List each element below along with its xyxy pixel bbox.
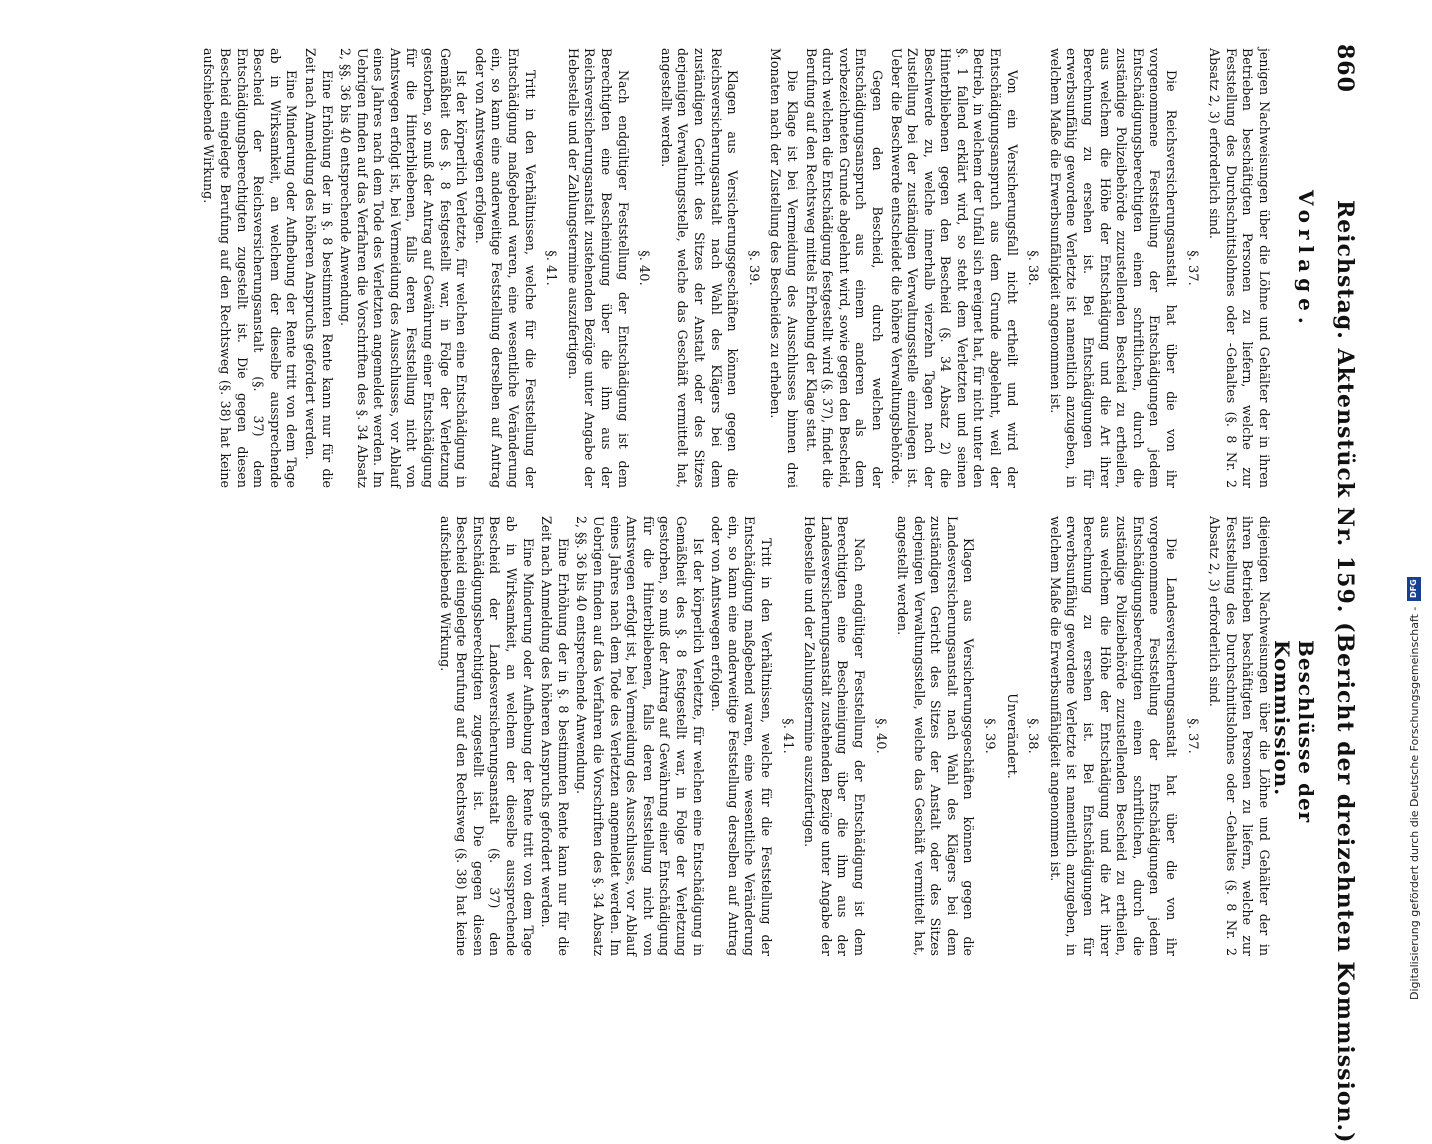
paragraph: Eine Minderung oder Aufhebung der Rente tritt von dem Tage ab in Wirksamkeit, an welchem der dieselbe aussprechende Bescheid der Landesversicherungsanstalt (§. 37) den Entschädigungsberechtigten zugestellt ist. Die gegen diesen Bescheid eingelegte Berufung auf den Rechtsweg (§. 38) hat keine aufschiebende Wirkung. xyxy=(437,516,536,956)
paragraph: Nach endgültiger Feststellung der Entschädigung ist dem Berechtigten eine Bescheinigung über die ihm aus der Landesversicherungsanstalt zustehenden Bezüge unter Angabe der Hebestelle und der Zahlungstermine auszufertigen. xyxy=(802,516,867,956)
paragraph: Tritt in den Verhältnissen, welche für die Feststellung der Entschädigung maßgebend waren, eine wesentliche Veränderung ein, so kann eine anderweitige Feststellung derselben auf Antrag oder von Amtswegen erfolgen. xyxy=(472,48,538,488)
section-number: §. 39. xyxy=(982,718,998,754)
digitization-footer xyxy=(1400,0,1428,1000)
column-headings xyxy=(1270,40,1318,970)
paragraph: Nach endgültiger Feststellung der Entschädigung ist dem Berechtigten eine Bescheinigung über die ihm aus der Reichsversicherungsanstalt zustehenden Bezüge unter Angabe der Hebestelle und der Zahlungstermine auszufertigen. xyxy=(565,48,631,488)
paragraph: Die Reichsversicherungsanstalt hat über die von ihr vorgenommene Feststellung der Entschädigungen jedem Entschädigungsberechtigten einen schriftlichen, durch die zuständige Polizeibehörde zuzustellenden Bescheid zu ertheilen, aus welchem die Höhe der Entschädigung und die Art ihrer Berechnung zu ersehen ist. Bei Entschädigungen für erwerbsunfähig gewordene Verletzte ist namentlich anzugeben, in welchem Maße die Erwerbsunfähigkeit angenommen ist. xyxy=(1047,48,1180,488)
unchanged-note: Unverändert. xyxy=(1004,693,1020,779)
section-number: §. 41. xyxy=(779,718,795,754)
section-number: §. 40. xyxy=(872,718,888,754)
dfg-logo: DFG xyxy=(1407,577,1421,601)
section-number: §. 37. xyxy=(1184,718,1200,754)
paragraph: Eine Minderung oder Aufhebung der Rente tritt von dem Tage ab in Wirksamkeit, an welchem der dieselbe aussprechende Bescheid der Reichsversicherungsanstalt (§. 37) dem Entschädigungsberechtigten zugestellt ist. Die gegen diesen Bescheid eingelegte Berufung auf den Rechtsweg (§. 38) hat keine aufschiebende Wirkung. xyxy=(201,48,300,488)
section-number: §. 38. xyxy=(1025,250,1041,286)
paragraph: Klagen aus Versicherungsgeschäften können gegen die Reichsversicherungsanstalt nach Wahl des Klägers bei dem zuständigen Gericht des Sitzes der Anstalt oder des Sitzes derjenigen Verwaltungsstelle, welche das Geschäft vermittelt hat, angestellt werden. xyxy=(658,48,741,488)
left-column-vorlage xyxy=(198,48,1272,488)
paragraph: diejenigen Nachweisungen über die Löhne und Gehälter der in ihren Betrieben beschäftigten Personen zu liefern, welche zur Feststellung des Durchschnittslohnes oder -Gehaltes (§. 8 Nr. 2 Absatz 2, 3) erforderlich sind. xyxy=(1207,516,1272,956)
section-number: §. 41. xyxy=(543,250,559,286)
footer-text: Digitalisierung gefördert durch die Deutsche Forschungsgemeinschaft - xyxy=(1407,606,1421,1000)
page-number: 860 xyxy=(1332,44,1358,93)
paragraph: Eine Erhöhung der in §. 8 bestimmten Rente kann nur für die Zeit nach Anmeldung des höheren Anspruchs gefordert werden. xyxy=(302,48,335,488)
section-number: §. 40. xyxy=(636,250,652,286)
paragraph: Tritt in den Verhältnissen, welche für die Feststellung der Entschädigung maßgebend waren, eine wesentliche Veränderung ein, so kann eine anderweitige Feststellung derselben auf Antrag oder von Amtswegen erfolgen. xyxy=(709,516,774,956)
right-column-heading: Beschlüsse der Kommission. xyxy=(1270,640,1318,824)
paragraph: Von ein Versicherungsfall nicht ertheilt und wird der Entschädigungsanspruch aus dem Grunde abgelehnt, weil der Betrieb, in welchem der Unfall sich ereignet hat, für nicht unter den §. 1 fallend erklärt wird, so steht dem Verletzten und seinen Hinterbliebenen gegen den Bescheid (§. 34 Absatz 2) die Beschwerde zu, welche innerhalb vierzehn Tagen nach der Zustellung bei der zuständigen Verwaltungsstelle einzulegen ist. Ueber die Beschwerde entscheidet die höhere Verwaltungsbehörde. xyxy=(888,48,1020,488)
section-number: §. 38. xyxy=(1025,718,1041,754)
page-header xyxy=(1322,40,1362,1144)
right-column-beschluesse xyxy=(434,516,1272,956)
section-number: §. 39. xyxy=(745,250,761,286)
paragraph: Ist der körperlich Verletzte, für welchen eine Entschädigung in Gemäßheit des §. 8 festgestellt war, in Folge der Verletzung gestorben, so muß der Antrag auf Gewährung einer Entschädigung für die Hinterbliebenen, falls deren Feststellung nicht von Amtswegen erfolgt ist, bei Vermeidung des Ausschlusses, vor Ablauf eines Jahres nach dem Tode des Verletzten angemeldet werden. Im Uebrigen finden auf das Verfahren die Vorschriften des §. 34 Absatz 2, §§. 36 bis 40 entsprechende Anwendung. xyxy=(574,516,706,956)
paragraph: Ist der körperlich Verletzte, für welchen eine Entschädigung in Gemäßheit des §. 8 festgestellt war, in Folge der Verletzung gestorben, so muß der Antrag auf Gewährung einer Entschädigung für die Hinterbliebenen, falls deren Feststellung nicht von Amtswegen erfolgt ist, bei Vermeidung des Ausschlusses, vor Ablauf eines Jahres nach dem Tode des Verletzten angemeldet werden. Im Uebrigen finden auf das Verfahren die Vorschriften des §. 34 Absatz 2, §§. 36 bis 40 entsprechende Anwendung. xyxy=(338,48,470,488)
section-number: §. 37. xyxy=(1184,250,1200,286)
paragraph: Die Klage ist bei Vermeidung des Ausschlusses binnen drei Monaten nach der Zustellung des Bescheides zu erheben. xyxy=(768,48,800,488)
paragraph: Klagen aus Versicherungsgeschäften können gegen die Landesversicherungsanstalt nach Wahl des Klägers bei dem zuständigen Gericht des Sitzes der Anstalt oder des Sitzes derjenigen Verwaltungsstelle, welche das Geschäft vermittelt hat, angestellt werden. xyxy=(895,516,977,956)
paragraph: jenigen Nachweisungen über die Löhne und Gehälter der in ihren Betrieben beschäftigten Personen zu liefern, welche zur Feststellung des Durchschnittslohnes oder -Gehaltes (§. 8 Nr. 2 Absatz 2, 3) erforderlich sind. xyxy=(1207,48,1272,488)
paragraph: Gegen den Bescheid, durch welchen der Entschädigungsanspruch aus einem anderen als dem vorbezeichneten Grunde abgelehnt wird, sowie gegen den Bescheid, durch welchen die Entschädigung festgestellt wird (§. 37), findet die Berufung auf den Rechtsweg mittels Erhebung der Klage statt. xyxy=(803,48,885,488)
paragraph: Eine Erhöhung der in §. 8 bestimmten Rente kann nur für die Zeit nach Anmeldung des höheren Anspruchs gefordert werden. xyxy=(539,516,571,956)
paragraph: Die Landesversicherungsanstalt hat über die von ihr vorgenommene Feststellung der Entschädigungen jedem Entschädigungsberechtigten einen schriftlichen, durch die zuständige Polizeibehörde zuzustellenden Bescheid zu ertheilen, aus welchem die Höhe der Entschädigung und die Art ihrer Berechnung zu ersehen ist. Bei Entschädigungen für erwerbsunfähig gewordene Verletzte ist namentlich anzugeben, in welchem Maße die Erwerbsunfähigkeit angenommen ist. xyxy=(1047,516,1180,956)
left-column-heading: Vorlage. xyxy=(1294,190,1318,330)
header-title: Reichstag. Aktenstück Nr. 159. (Bericht der dreizehnten Kommission.) xyxy=(1332,200,1358,1144)
